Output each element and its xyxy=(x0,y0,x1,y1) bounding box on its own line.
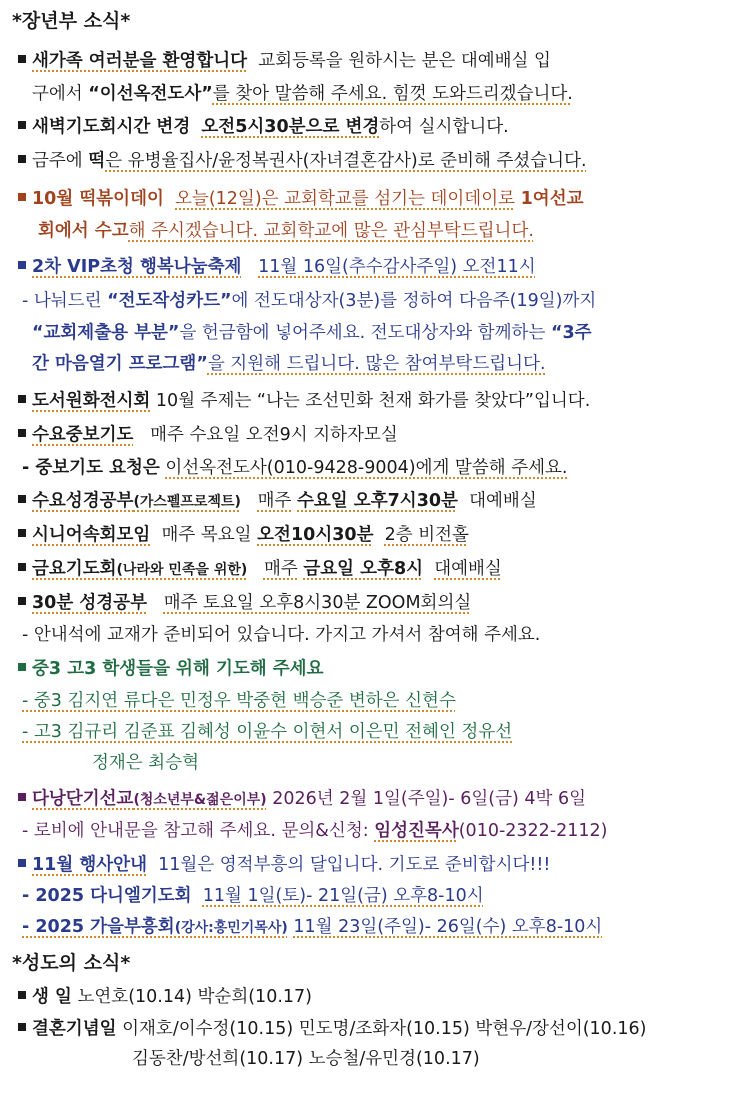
notice-wednesday-intercession-detail xyxy=(22,455,723,481)
notice-text: 정재은 최승혁 xyxy=(92,753,199,773)
notice-text: 에 전도대상자(3분)를 정하여 다음주(19일)까지 xyxy=(231,291,597,311)
notice-emphasis: 간 마음열기 프로그램” xyxy=(32,354,208,374)
notice-senior-group xyxy=(18,522,723,548)
notice-autumn-revival xyxy=(22,914,723,940)
notice-text: 해 주시겠습니다. 교회학교에 많은 관심부탁드립니다. xyxy=(128,221,534,241)
notice-text: 11월 1일(토)- 21일(금) 오후8-10시 xyxy=(202,886,484,906)
notice-emphasis: “3주 xyxy=(550,323,592,343)
notice-heading: 도서원화전시회 xyxy=(32,391,151,411)
notice-wednesday-bible-study xyxy=(18,488,723,514)
notice-text: 11월 16일(추수감사주일) 오전11시 xyxy=(258,257,536,277)
notice-text: 금주에 xyxy=(32,151,83,171)
notice-text: 11월 23일(주일)- 26일(수) 오후8-10시 xyxy=(293,917,603,937)
student-list-high-cont xyxy=(92,750,723,776)
notice-text: 매주 수요일 오전9시 지하자모실 xyxy=(150,425,398,445)
notice-emphasis: 오전5시30분으로 변경 xyxy=(201,117,380,137)
notice-heading: 수요중보기도 xyxy=(32,425,134,445)
notice-text: 이선옥전도사(010-9428-9004)에게 말씀해 주세요. xyxy=(165,458,568,478)
notice-heading: 결혼기념일 xyxy=(32,1019,117,1039)
notice-heading: 시니어속회모임 xyxy=(32,525,151,545)
notice-heading: 금요기도회 xyxy=(32,559,117,579)
notice-book-exhibition xyxy=(18,388,723,414)
section-title-saints xyxy=(12,950,723,976)
notice-subheading: (가스펠프로젝트) xyxy=(133,494,241,510)
notice-text: 매주 xyxy=(257,491,292,511)
notice-emphasis: 1여선교 xyxy=(520,189,584,209)
notice-danang-mission xyxy=(18,786,723,812)
notice-friday-prayer xyxy=(18,556,723,582)
notice-text: 11월은 영적부흥의 달입니다. 기도로 준비합시다!!! xyxy=(158,855,551,875)
notice-heading: 11월 행사안내 xyxy=(32,855,147,875)
notice-vip-festival-detail-1 xyxy=(22,288,723,314)
bullet-square-icon xyxy=(18,663,26,671)
notice-heading: 2차 VIP초청 행복나눔축제 xyxy=(32,257,242,277)
notice-danang-mission-detail xyxy=(22,818,723,844)
notice-text: 노연호(10.14) 박순희(10.17) xyxy=(77,987,312,1007)
notice-30min-bible xyxy=(18,590,723,616)
bullet-square-icon xyxy=(18,597,26,605)
notice-anniversaries xyxy=(18,1016,723,1042)
notice-emphasis: “이선옥전도사” xyxy=(88,84,213,104)
notice-heading: 중3 고3 학생들을 위해 기도해 주세요 xyxy=(32,659,324,679)
bullet-square-icon xyxy=(18,55,26,63)
bullet-square-icon xyxy=(18,429,26,437)
notice-text: 10월 주제는 “나는 조선민화 천재 화가를 찾았다”입니다. xyxy=(155,391,591,411)
notice-text: 하여 실시합니다. xyxy=(379,117,509,137)
notice-text: 오늘(12일)은 교회학교를 섬기는 데이데이로 xyxy=(175,189,516,209)
notice-heading: 새가족 여러분을 환영합니다 xyxy=(32,51,248,71)
notice-text: 구에서 xyxy=(32,84,83,104)
section-title-text: *성도의 소식* xyxy=(12,952,131,974)
notice-emphasis: - 2025 가을부흥회 xyxy=(22,917,175,937)
notice-dawn-prayer xyxy=(18,114,723,140)
bullet-square-icon xyxy=(18,121,26,129)
notice-rice-cake xyxy=(18,148,723,174)
notice-emphasis: - 2025 다니엘기도회 xyxy=(22,886,192,906)
notice-emphasis: 떡 xyxy=(88,151,106,171)
notice-text: 김동찬/방선희(10.17) 노승철/유민경(10.17) xyxy=(132,1049,480,1069)
notice-student-prayer xyxy=(18,656,723,682)
notice-emphasis: 금요일 오후8시 xyxy=(303,559,424,579)
notice-text: 교회등록을 원하시는 분은 대예배실 입 xyxy=(258,51,551,71)
notice-wednesday-intercession xyxy=(18,422,723,448)
notice-vip-festival xyxy=(18,254,723,280)
notice-birthdays xyxy=(18,984,723,1010)
bullet-square-icon xyxy=(18,991,26,999)
notice-subheading: (청소년부&젊은이부) xyxy=(133,792,267,808)
bullet-square-icon xyxy=(18,395,26,403)
notice-vip-festival-detail-2 xyxy=(32,320,723,346)
bullet-square-icon xyxy=(18,793,26,801)
notice-text: (010-2322-2112) xyxy=(458,821,608,841)
notice-heading: 수요성경공부 xyxy=(32,491,134,511)
notice-heading: 새벽기도회시간 변경 xyxy=(32,117,191,137)
notice-text: 매주 토요일 오후8시30분 ZOOM회의실 xyxy=(163,593,472,613)
notice-daniel-prayer xyxy=(22,883,723,909)
notice-heading: 10월 떡볶이데이 xyxy=(32,189,164,209)
notice-text: 2026년 2월 1일(주일)- 6일(금) 4박 6일 xyxy=(272,789,587,809)
notice-text: - 안내석에 교재가 준비되어 있습니다. 가지고 가셔서 참여해 주세요. xyxy=(22,625,541,645)
notice-text: - 중3 김지연 류다은 민정우 박중현 백승준 변하은 신현수 xyxy=(22,691,456,711)
notice-emphasis: 수요일 오후7시30분 xyxy=(297,491,458,511)
notice-text: 이재호/이수정(10.15) 민도명/조화자(10.15) 박현우/장선이(10.16) xyxy=(122,1019,647,1039)
notice-text: - 고3 김규리 김준표 김혜성 이윤수 이현서 이은민 전혜인 정유선 xyxy=(22,722,513,742)
bullet-square-icon xyxy=(18,1023,26,1031)
notice-heading: 생 일 xyxy=(32,987,72,1007)
notice-text: 을 헌금함에 넣어주세요. 전도대상자와 함께하는 xyxy=(179,323,546,343)
notice-text: 매주 목요일 xyxy=(161,525,252,545)
notice-heading: 다낭단기선교 xyxy=(32,789,134,809)
notice-anniversaries-cont xyxy=(132,1046,723,1072)
bullet-square-icon xyxy=(18,859,26,867)
bullet-square-icon xyxy=(18,155,26,163)
notice-text: 대예배실 xyxy=(434,559,502,579)
notice-new-family-cont xyxy=(32,81,723,107)
notice-vip-festival-detail-3 xyxy=(32,351,723,377)
section-title-text: *장년부 소식* xyxy=(12,10,131,32)
notice-emphasis: “전도작성카드” xyxy=(107,291,232,311)
notice-text: 을 지원해 드립니다. 많은 참여부탁드립니다. xyxy=(207,354,546,374)
notice-text: - 로비에 안내문을 참고해 주세요. 문의&신청: xyxy=(22,821,369,841)
bullet-square-icon xyxy=(18,529,26,537)
notice-emphasis: 회에서 수고 xyxy=(38,221,129,241)
notice-emphasis: - 중보기도 요청은 xyxy=(22,458,160,478)
notice-30min-bible-detail xyxy=(22,622,723,648)
notice-emphasis: 오전10시30분 xyxy=(257,525,374,545)
notice-text: 은 유병율집사/윤정복권사(자녀결혼감사)로 준비해 주셨습니다. xyxy=(105,151,587,171)
notice-tteokbokki-day-cont xyxy=(38,218,723,244)
notice-emphasis: “교회제출용 부분” xyxy=(32,323,180,343)
notice-tteokbokki-day xyxy=(18,186,723,212)
notice-new-family xyxy=(18,48,723,74)
notice-text: 2층 비전홀 xyxy=(384,525,469,545)
notice-subheading: (나라와 민족을 위한) xyxy=(116,562,248,578)
notice-text: 매주 xyxy=(263,559,298,579)
bullet-square-icon xyxy=(18,193,26,201)
notice-text: 대예배실 xyxy=(469,491,537,511)
student-list-high xyxy=(22,719,723,745)
notice-subheading: (강사:홍민기목사) xyxy=(174,920,288,936)
notice-november-events xyxy=(18,852,723,878)
bullet-square-icon xyxy=(18,563,26,571)
bullet-square-icon xyxy=(18,261,26,269)
notice-emphasis: 임성진목사 xyxy=(374,821,459,841)
notice-text: - 나눠드린 xyxy=(22,291,102,311)
notice-heading: 30분 성경공부 xyxy=(32,593,147,613)
notice-text: 를 찾아 말씀해 주세요. 힘껏 도와드리겠습니다. xyxy=(212,84,573,104)
section-title-adult xyxy=(12,8,723,34)
bullet-square-icon xyxy=(18,495,26,503)
student-list-middle xyxy=(22,688,723,714)
